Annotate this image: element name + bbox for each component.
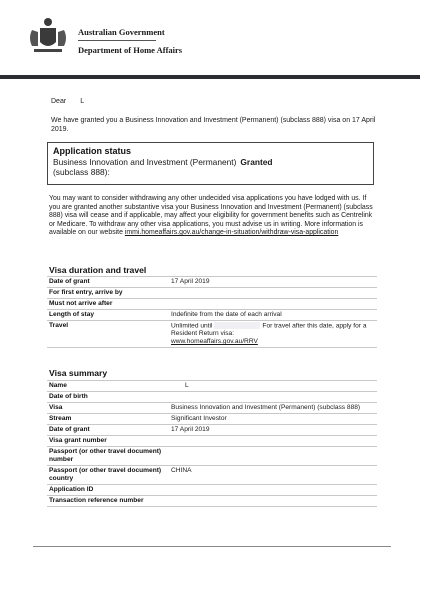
notice-text: You may want to consider withdrawing any other undecided visa applications you have lodged with us. If you are granted another substantive visa your Business Innovation and Investment (Permanent) (subclass 888) visa will cease and if applicable, may affect your eligibility for government benefits such as Centrelink or Medicare. To withdraw any other visa applications, you must advise us in writing. More information is available on our website [49,195,373,237]
row-label: Passport (or other travel document) number [47,447,169,466]
redacted-date [214,322,260,329]
row-value: 17 April 2019 [169,425,377,436]
intro-paragraph: We have granted you a Business Innovation and Investment (Permanent) (subclass 888) visa on 17 April 2019. [51,117,376,133]
travel-suffix: For travel after this date, apply for a Resident Return visa: [171,322,367,338]
row-label: Date of grant [47,277,169,288]
row-value [169,436,377,447]
row-label: Visa grant number [47,436,169,447]
travel-prefix: Unlimited until [171,322,213,330]
table-row [47,310,377,321]
row-value [169,496,377,507]
salutation-word: Dear [51,98,67,105]
government-name: Australian Government [78,27,165,37]
row-value: Business Innovation and Investment (Permanent) (subclass 888) [169,403,377,414]
row-label: Date of birth [47,392,169,403]
row-value [169,392,377,403]
status-visa-name: Business Innovation and Investment (Permanent) [53,157,237,167]
row-label: Transaction reference number [47,496,169,507]
visa-duration-title: Visa duration and travel [49,265,147,275]
row-value [169,288,377,299]
row-label: Must not arrive after [47,299,169,310]
table-row [47,392,377,403]
row-label: Name [47,381,169,392]
row-value [169,299,377,310]
row-value: CHINA [169,466,377,485]
status-subclass: (subclass 888): [53,167,110,177]
table-row [47,299,377,310]
row-label: Date of grant [47,425,169,436]
visa-summary-table [47,380,377,507]
table-row [47,436,377,447]
row-label: For first entry, arrive by [47,288,169,299]
table-row [47,381,377,392]
table-row [47,414,377,425]
row-value: Indefinite from the date of each arrival [169,310,377,321]
row-value [169,447,377,466]
application-status-box [47,142,374,185]
row-label: Visa [47,403,169,414]
row-value [169,485,377,496]
status-granted: Granted [240,157,273,167]
footer-divider [33,546,391,547]
table-row [47,496,377,507]
withdraw-visa-link[interactable]: immi.homeaffairs.gov.au/change-in-situation/withdraw-visa-application [124,229,339,237]
row-label: Application ID [47,485,169,496]
row-label: Passport (or other travel document) country [47,466,169,485]
table-row [47,277,377,288]
rrv-link[interactable]: www.homeaffairs.gov.au/RRV [171,338,258,346]
header-band [0,75,420,79]
row-value: Significant Investor [169,414,377,425]
department-name: Department of Home Affairs [78,45,183,55]
row-value: 17 April 2019 [169,277,377,288]
visa-duration-table [47,276,377,348]
status-visa-line [53,157,373,167]
table-row [47,425,377,436]
table-row [47,447,377,466]
table-row [47,321,377,348]
coat-of-arms-icon [26,16,70,56]
travel-label: Travel [47,321,169,348]
application-status-title: Application status [53,146,132,156]
recipient-name: L [80,98,85,105]
table-row [47,466,377,485]
summary-name-value: L [185,382,189,389]
row-label: Length of stay [47,310,169,321]
table-row [47,403,377,414]
withdraw-notice [49,195,379,238]
salutation [51,97,84,106]
visa-summary-title: Visa summary [49,368,108,378]
travel-value [169,321,377,348]
row-label: Stream [47,414,169,425]
table-row [47,288,377,299]
row-value [169,381,377,392]
letterhead-divider [78,40,156,41]
table-row [47,485,377,496]
letterhead [12,14,312,60]
